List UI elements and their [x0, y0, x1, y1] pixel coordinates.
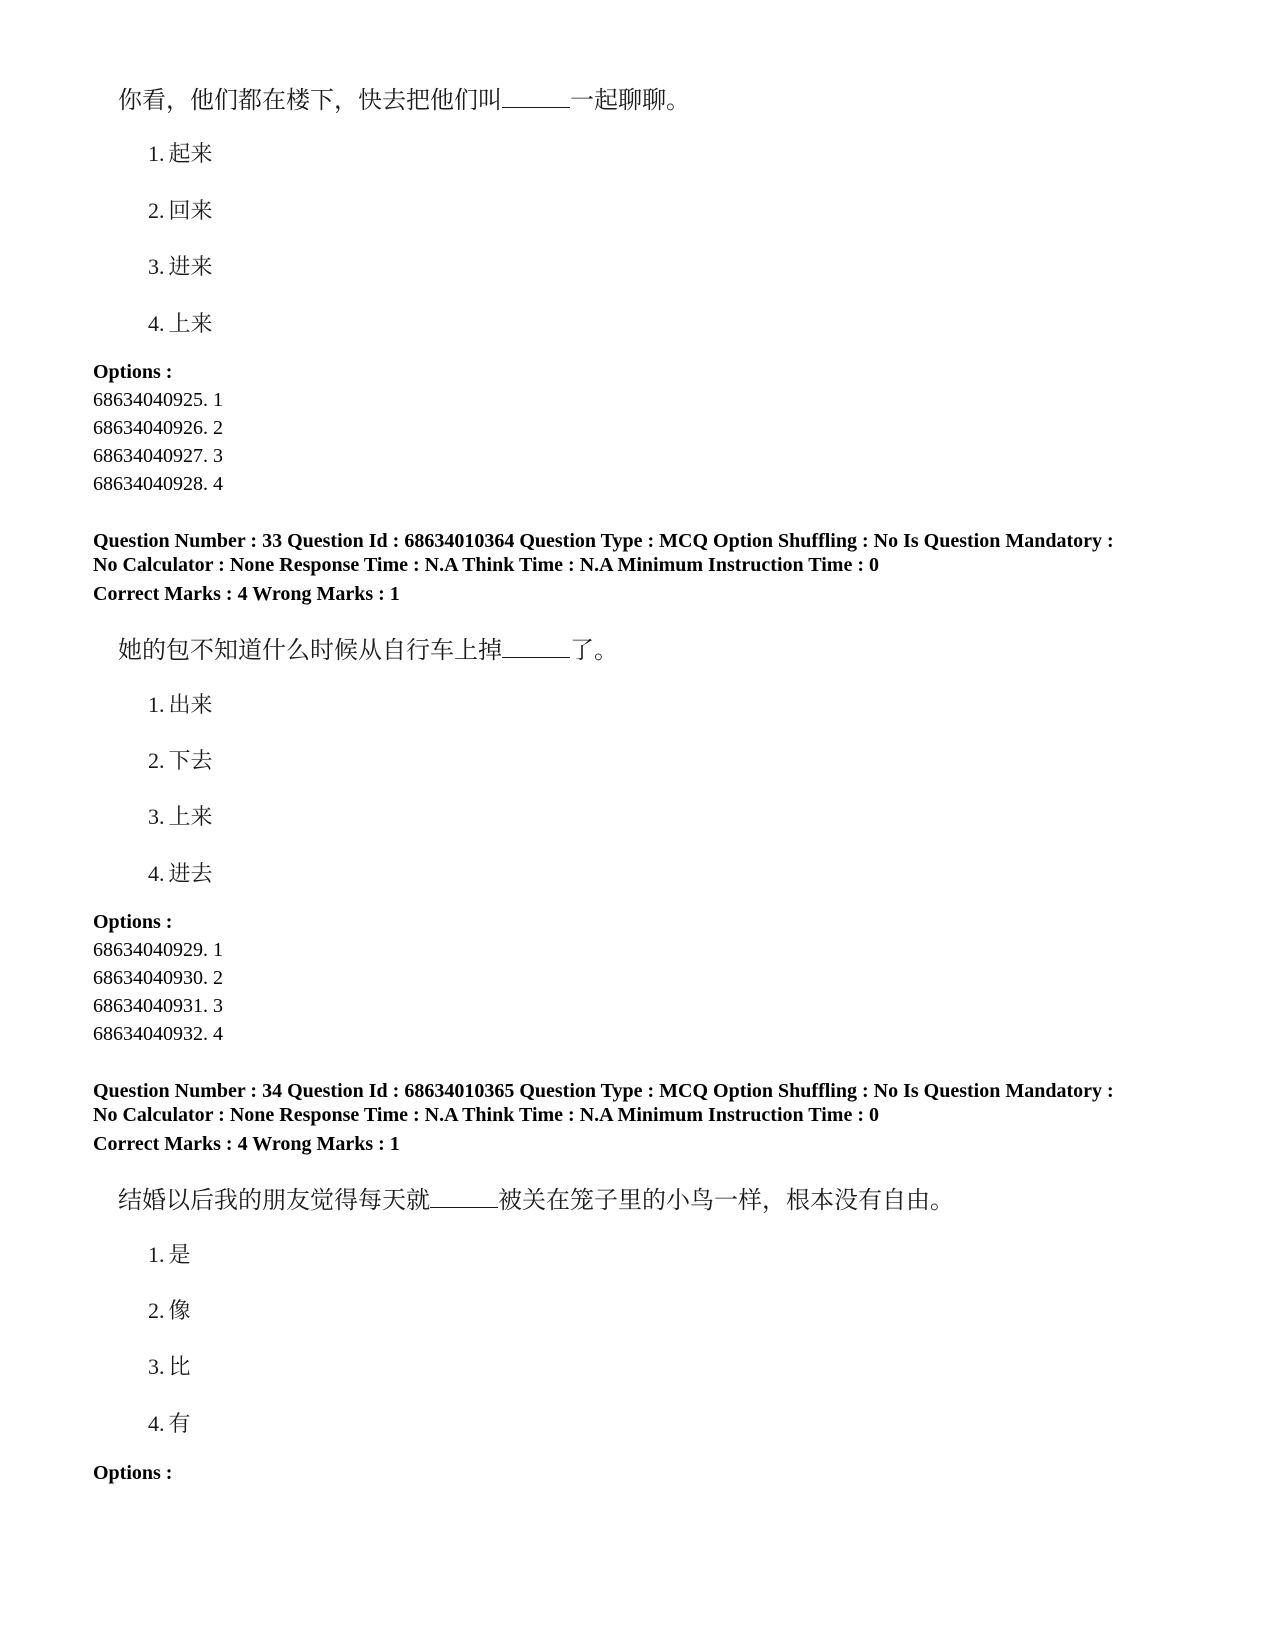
choice-text: 像: [168, 1299, 191, 1324]
choice-item: [148, 857, 213, 888]
choice-text: 进来: [168, 255, 213, 280]
choice-number: 2.: [148, 198, 165, 223]
question-stem-after: 一起聊聊。: [570, 86, 690, 114]
choice-text: 上来: [168, 805, 213, 830]
question-stem-33: [118, 630, 618, 665]
question-meta-34: [93, 1079, 1203, 1156]
choice-number: 3.: [148, 804, 165, 829]
answer-blank: [430, 1185, 498, 1208]
options-label: Options :: [93, 911, 173, 933]
question-stem-34: [118, 1180, 954, 1215]
choice-number: 1.: [148, 692, 165, 717]
question-stem-before: 她的包不知道什么时候从自行车上掉: [118, 636, 502, 664]
choice-text: 起来: [168, 142, 213, 167]
choice-item: [148, 1407, 191, 1438]
choice-item: [148, 307, 213, 338]
choice-item: [148, 688, 213, 719]
meta-line: No Calculator : None Response Time : N.A Think Time : N.A Minimum Instruction Time : 0: [93, 1104, 879, 1126]
option-id-line: 68634040926. 2: [93, 417, 223, 439]
choice-text: 有: [168, 1412, 191, 1437]
choice-number: 2.: [148, 748, 165, 773]
answer-blank: [502, 635, 570, 658]
question-stem-32: [118, 80, 690, 115]
question-stem-after: 了。: [570, 636, 618, 664]
question-meta-33: [93, 529, 1203, 606]
answer-blank: [502, 85, 570, 108]
question-stem-after: 被关在笼子里的小鸟一样，根本没有自由。: [498, 1186, 954, 1214]
choice-number: 1.: [148, 1242, 165, 1267]
choice-number: 4.: [148, 861, 165, 886]
option-id-line: 68634040932. 4: [93, 1023, 223, 1045]
meta-line: Question Number : 34 Question Id : 68634010365 Question Type : MCQ Option Shuffling : No Is Question Mandatory :: [93, 1080, 1114, 1102]
choice-item: [148, 250, 213, 281]
choice-text: 进去: [168, 862, 213, 887]
choice-item: [148, 800, 213, 831]
choice-item: [148, 194, 213, 225]
choice-text: 出来: [168, 693, 213, 718]
question-stem-before: 结婚以后我的朋友觉得每天就: [118, 1186, 430, 1214]
meta-line: Question Number : 33 Question Id : 68634010364 Question Type : MCQ Option Shuffling : No Is Question Mandatory :: [93, 530, 1114, 552]
choice-number: 3.: [148, 1354, 165, 1379]
choice-number: 2.: [148, 1298, 165, 1323]
option-id-line: 68634040931. 3: [93, 995, 223, 1017]
option-id-line: 68634040928. 4: [93, 473, 223, 495]
choice-text: 下去: [168, 749, 213, 774]
meta-line: No Calculator : None Response Time : N.A Think Time : N.A Minimum Instruction Time : 0: [93, 554, 879, 576]
option-id-line: 68634040929. 1: [93, 939, 223, 961]
choice-item: [148, 744, 213, 775]
marks-line: Correct Marks : 4 Wrong Marks : 1: [93, 1133, 400, 1155]
choice-text: 上来: [168, 312, 213, 337]
options-label: Options :: [93, 1462, 173, 1484]
choice-text: 是: [168, 1243, 191, 1268]
choice-text: 回来: [168, 199, 213, 224]
choice-item: [148, 1238, 191, 1269]
options-label: Options :: [93, 361, 173, 383]
marks-line: Correct Marks : 4 Wrong Marks : 1: [93, 583, 400, 605]
choice-number: 1.: [148, 141, 165, 166]
choice-text: 比: [168, 1355, 191, 1380]
option-id-line: 68634040930. 2: [93, 967, 223, 989]
choice-number: 4.: [148, 311, 165, 336]
option-id-line: 68634040927. 3: [93, 445, 223, 467]
choice-item: [148, 1350, 191, 1381]
option-id-line: 68634040925. 1: [93, 389, 223, 411]
question-stem-before: 你看，他们都在楼下，快去把他们叫: [118, 86, 502, 114]
choice-number: 3.: [148, 254, 165, 279]
choice-number: 4.: [148, 1411, 165, 1436]
choice-item: [148, 137, 213, 168]
choice-item: [148, 1294, 191, 1325]
